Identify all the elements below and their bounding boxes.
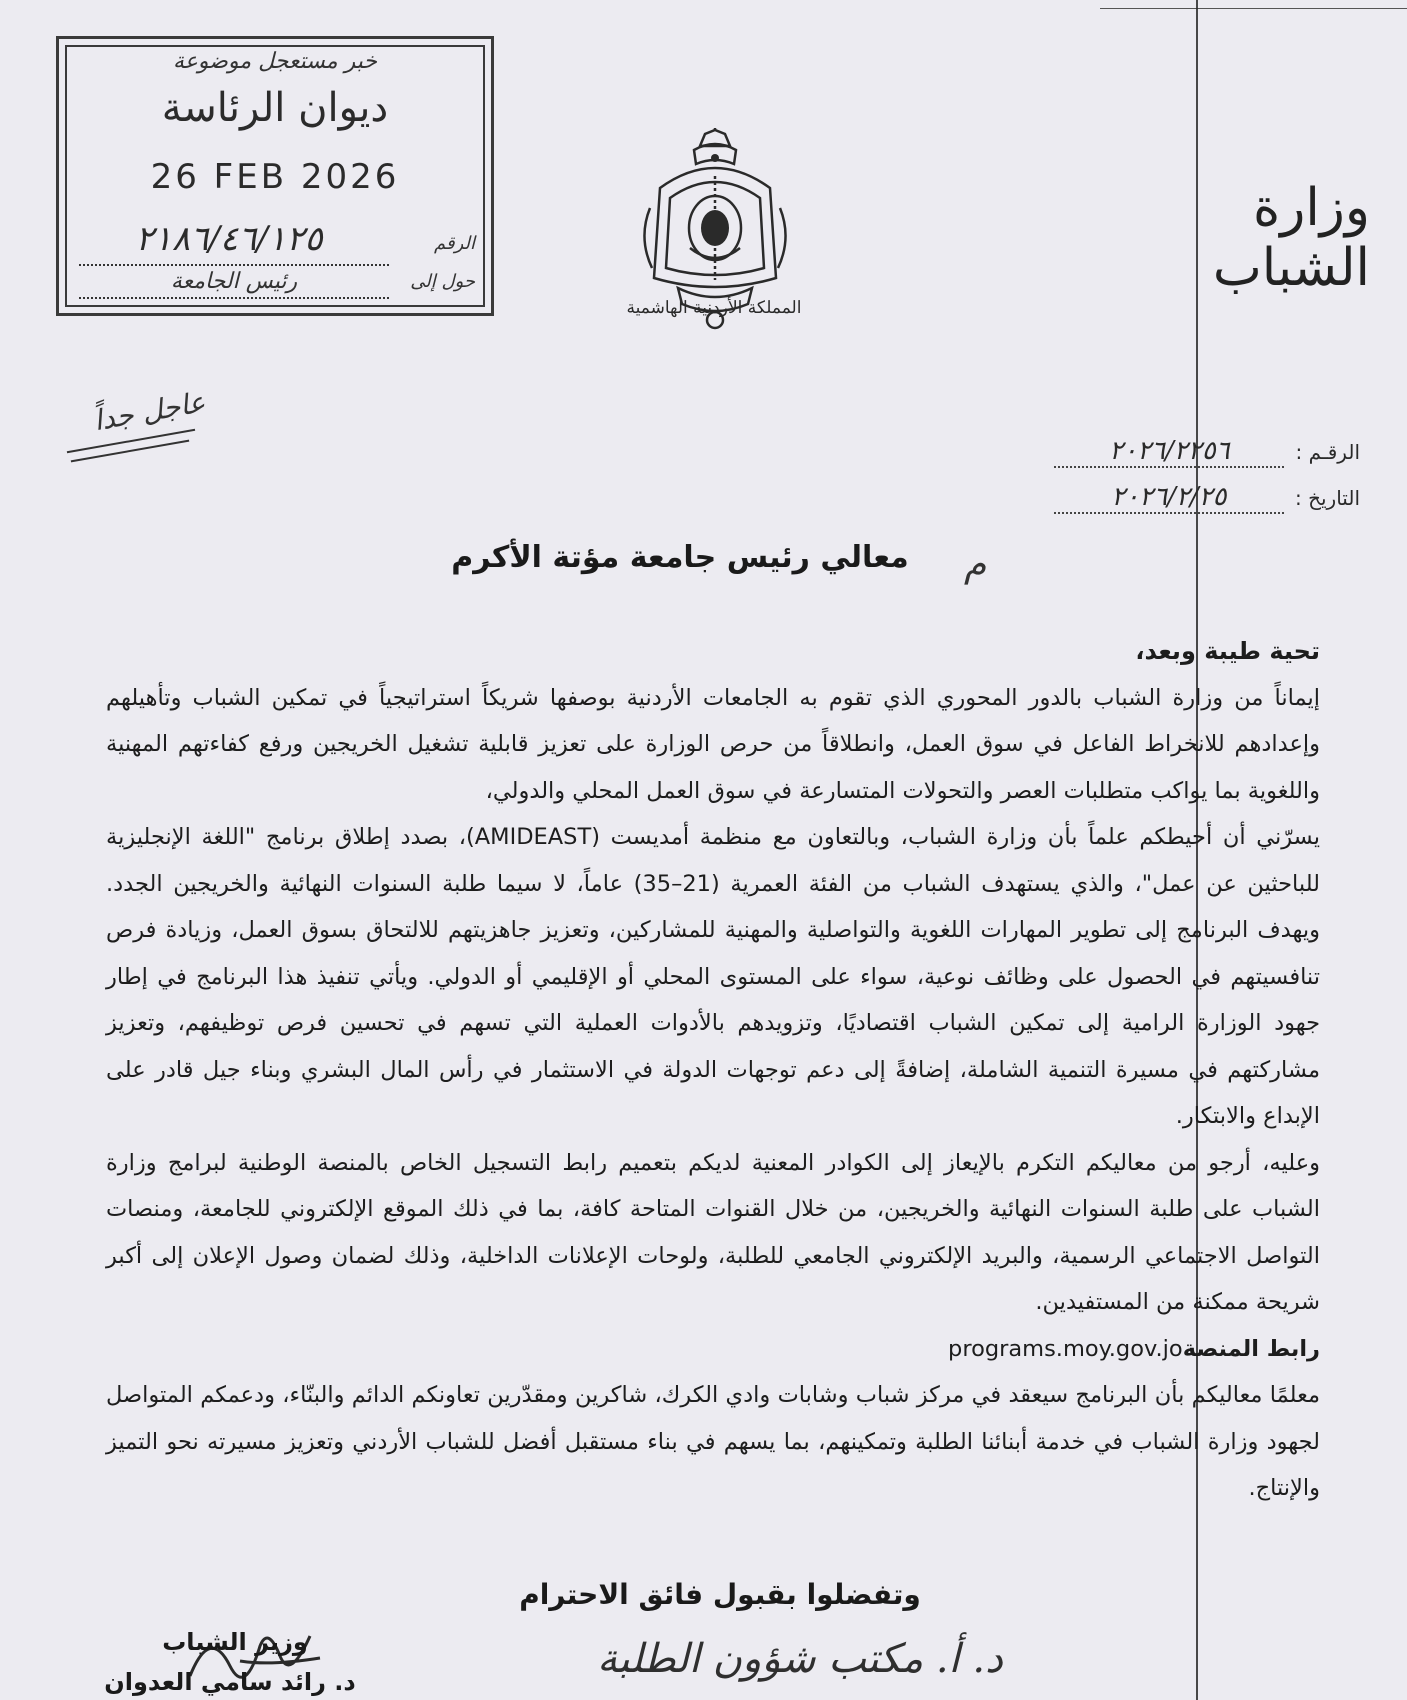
letter-date-value: ٢٠٢٦/٢/٢٥ xyxy=(1054,482,1284,514)
platform-link-label: رابط المنصة xyxy=(1182,1335,1320,1362)
letter-number-row xyxy=(1030,436,1360,468)
stamp-date: 26 FEB 2026 xyxy=(150,157,400,197)
letter-number-value: ٢٠٢٦/٢٢٥٦ xyxy=(1054,436,1284,468)
closing-salutation: وتفضلوا بقبول فائق الاحترام xyxy=(519,1578,921,1611)
stamp-reference-label: الرقم xyxy=(433,233,475,254)
body-paragraph-2: يسرّني أن أحيطكم علماً بأن وزارة الشباب، وبالتعاون مع منظمة أمديست (AMIDEAST)، بصدد إطلاق برنامج "اللغة الإنجليزية للباحثين عن عمل"، والذي يستهدف الشباب من الفئة العمرية (21–35) عاماً، لا سيما طلبة السنوات النهائية والخريجين الجدد. ويهدف البرنامج إلى تطوير المهارات اللغوية والتواصلية والمهنية للمشاركين، وتعزيز جاهزيتهم للالتحاق بسوق العمل، وزيادة فرص تنافسيتهم في الحصول على وظائف نوعية، سواء على المستوى المحلي أو الإقليمي أو الدولي. ويأتي تنفيذ هذا البرنامج في إطار جهود الوزارة الرامية إلى تمكين الشباب اقتصاديًا، وتزويدهم بالأدوات العملية التي تسهم في تحسين فرص توظيفهم، وتعزيز مشاركتهم في مسيرة التنمية الشاملة، إضافةً إلى دعم توجهات الدولة في الاستثمار في رأس المال البشري وبناء جيل قادر على الإبداع والابتكار. xyxy=(106,824,1320,1129)
ministry-title: وزارة الشباب xyxy=(1212,178,1370,298)
letter-number-label: الرقـم : xyxy=(1295,440,1360,464)
kingdom-caption: المملكة الأردنية الهاشمية xyxy=(626,298,802,318)
stamp-handwritten-note: خبر مستعجل موضوعة xyxy=(172,49,377,74)
platform-link-row xyxy=(106,1326,1320,1373)
stamp-reference-dotted-line xyxy=(79,264,389,266)
urgent-handwritten-mark: عاجل جداً xyxy=(91,385,208,438)
signer-name: د. رائد سامي العدوان xyxy=(104,1668,356,1696)
stamp-forward-to-value: رئيس الجامعة xyxy=(170,269,298,294)
handwritten-initials: م xyxy=(964,544,987,585)
stamp-office-name: ديوان الرئاسة xyxy=(161,85,389,131)
stamp-forward-to-label: حول إلى xyxy=(410,271,475,292)
final-paragraph: معلمًا معاليكم بأن البرنامج سيعقد في مركز شباب وشابات وادي الكرك، شاكرين ومقدّرين تعاونكم الدائم والبنّاء، ودعمكم المتواصل لجهود وزارة الشباب في خدمة أبنائنا الطلبة وتمكينهم، بما يسهم في بناء مستقبل أفضل للشباب الأردني وتعزيز مسيرته نحو التميز والإنتاج. xyxy=(106,1382,1320,1501)
handwritten-referral-note: د. أ. مكتب شؤون الطلبة xyxy=(597,1636,1003,1682)
stamp-forward-dotted-line xyxy=(79,297,389,299)
body-paragraph-3: وعليه، أرجو من معاليكم التكرم بالإيعاز إلى الكوادر المعنية لديكم بتعميم رابط التسجيل الخاص بالمنصة الوطنية لبرامج وزارة الشباب على طلبة السنوات النهائية والخريجين، من خلال القنوات المتاحة كافة، بما في ذلك الموقع الإلكتروني للجامعة، ومنصات التواصل الاجتماعي الرسمية، والبريد الإلكتروني الجامعي للطلبة، ولوحات الإعلانات الداخلية، وذلك لضمان وصول الإعلان إلى أكبر شريحة ممكنة من المستفيدين. xyxy=(106,1149,1320,1315)
letter-body xyxy=(106,628,1320,1512)
letter-date-row xyxy=(1030,482,1360,514)
top-edge-rule xyxy=(1100,8,1407,9)
platform-link-url[interactable]: programs.moy.gov.jo xyxy=(948,1335,1183,1362)
signer-title: وزير الشباب xyxy=(162,1628,308,1656)
reception-stamp xyxy=(56,36,494,316)
addressee: معالي رئيس جامعة مؤتة الأكرم xyxy=(451,540,909,575)
greeting: تحية طيبة وبعد، xyxy=(1135,637,1320,665)
urgent-underline-second xyxy=(71,440,190,463)
letter-date-label: التاريخ : xyxy=(1294,486,1360,510)
stamp-reference-number: ٢١٨٦/٤٦/١٢٥ xyxy=(135,219,323,259)
body-paragraph-1: إيماناً من وزارة الشباب بالدور المحوري الذي تقوم به الجامعات الأردنية بوصفها شريكاً استراتيجياً في تمكين الشباب وتأهيلهم وإعدادهم للانخراط الفاعل في سوق العمل، وانطلاقاً من حرص الوزارة على تعزيز قابلية تشغيل الخريجين ورفع كفاءتهم المهنية واللغوية بما يواكب متطلبات العصر والتحولات المتسارعة في سوق العمل المحلي والدولي، xyxy=(106,684,1320,804)
